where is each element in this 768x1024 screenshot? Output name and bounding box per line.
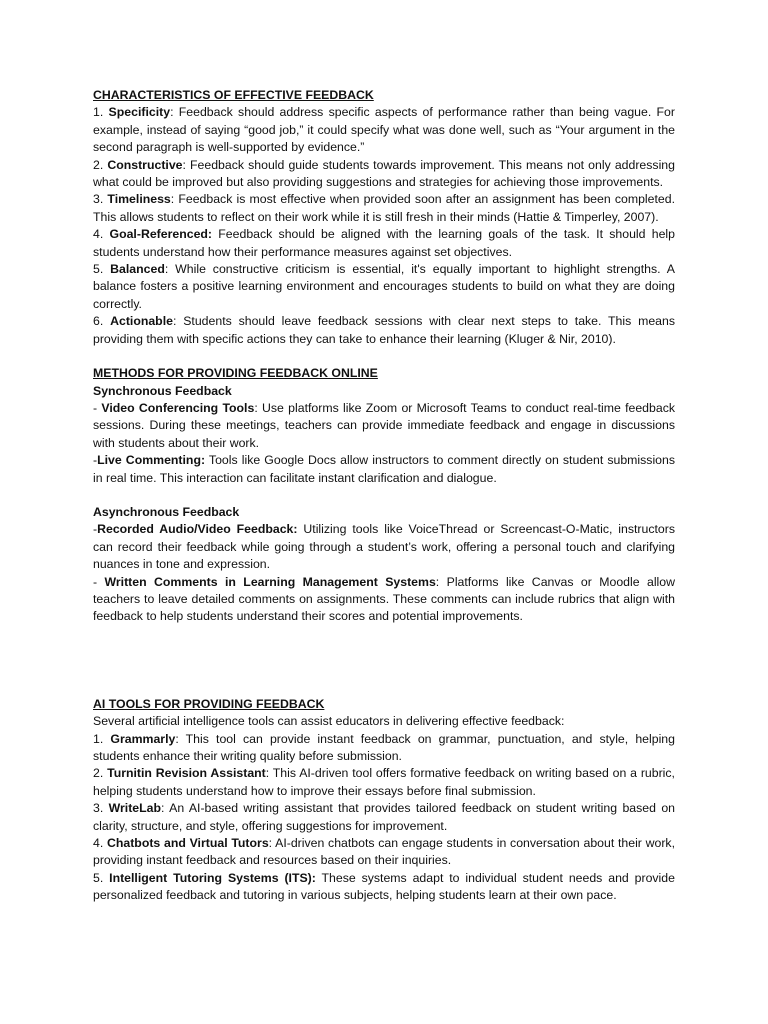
document-page	[93, 87, 675, 905]
item-term: Live Commenting:	[97, 453, 206, 468]
list-item: 5. Intelligent Tutoring Systems (ITS): These systems adapt to individual student needs and provide personalized feedback and tutoring in various subjects, helping students learn at their own pace.	[93, 870, 675, 903]
item-term: Video Conferencing Tools	[101, 400, 255, 415]
list-item: 4. Chatbots and Virtual Tutors: AI-driven chatbots can engage students in conversation about their work, providing instant feedback and resources based on their inquiries.	[93, 836, 675, 868]
item-term: Written Comments in Learning Management Systems	[104, 574, 436, 589]
list-item: 5. Balanced: While constructive criticism is essential, it's equally important to highlight strengths. A balance fosters a positive learning environment and encourages students to build on what they are doing correctly.	[93, 262, 675, 311]
synchronous-list	[93, 400, 675, 487]
spacer	[93, 626, 675, 696]
list-item: 1. Grammarly: This tool can provide instant feedback on grammar, punctuation, and style, helping students enhance their writing quality before submission.	[93, 731, 675, 763]
list-item: 6. Actionable: Students should leave feedback sessions with clear next steps to take. This means providing them with specific actions they can take to enhance their learning (Kluger & Nir, 2010).	[93, 314, 675, 346]
asynchronous-list	[93, 521, 675, 625]
section-heading-characteristics: CHARACTERISTICS OF EFFECTIVE FEEDBACK	[93, 88, 374, 102]
list-item: 2. Constructive: Feedback should guide students towards improvement. This means not only addressing what could be improved but also providing suggestions and strategies for achieving those improvements.	[93, 157, 675, 190]
section-intro: Several artificial intelligence tools can assist educators in delivering effective feedback:	[93, 714, 565, 729]
item-term: Goal-Referenced:	[109, 227, 213, 242]
section-heading-methods: METHODS FOR PROVIDING FEEDBACK ONLINE	[93, 366, 378, 381]
list-item: - Written Comments in Learning Management Systems: Platforms like Canvas or Moodle allow teachers to leave detailed comments on assignments. These comments can include rubrics that align with feedback to help students understand their scores and potential improvements.	[93, 574, 675, 624]
list-item: -Recorded Audio/Video Feedback: Utilizing tools like VoiceThread or Screencast-O-Matic, instructors can record their feedback while going through a student’s work, offering a personal touch and clarifying nuances in tone and expression.	[93, 522, 675, 572]
item-term: Turnitin Revision Assistant	[107, 766, 266, 781]
section-heading-ai-tools: AI TOOLS FOR PROVIDING FEEDBACK	[93, 696, 325, 711]
list-item: 3. Timeliness: Feedback is most effective when provided soon after an assignment has been completed. This allows students to reflect on their work while it is still fresh in their minds (Hattie & Timperley, 2007).	[93, 192, 675, 224]
list-item: 4. Goal-Referenced: Feedback should be aligned with the learning goals of the task. It should help students understand how their performance measures against set objectives.	[93, 227, 675, 259]
spacer	[93, 348, 675, 365]
item-term: Timeliness	[107, 192, 171, 207]
ai-tools-list	[93, 731, 675, 905]
list-item: -Live Commenting: Tools like Google Docs allow instructors to comment directly on student submissions in real time. This interaction can facilitate instant clarification and dialogue.	[93, 453, 675, 485]
item-term: Recorded Audio/Video Feedback:	[97, 522, 298, 537]
item-term: Constructive	[107, 157, 183, 172]
item-term: Actionable	[110, 314, 173, 329]
item-term: Intelligent Tutoring Systems (ITS):	[109, 870, 316, 885]
item-term: Specificity	[108, 105, 171, 120]
list-item: 2. Turnitin Revision Assistant: This AI-driven tool offers formative feedback on writing based on a rubric, helping students understand how to improve their essays before final submission.	[93, 766, 675, 798]
spacer	[93, 487, 675, 504]
item-term: WriteLab	[108, 801, 162, 816]
list-item: - Video Conferencing Tools: Use platforms like Zoom or Microsoft Teams to conduct real-time feedback sessions. During these meetings, teachers can provide immediate feedback and engage in discussions with students about their work.	[93, 400, 675, 450]
list-item: 3. WriteLab: An AI-based writing assistant that provides tailored feedback on student writing based on clarity, structure, and style, offering suggestions for improvement.	[93, 801, 675, 833]
subheading-asynchronous: Asynchronous Feedback	[93, 504, 240, 519]
list-item: 1. Specificity: Feedback should address specific aspects of performance rather than being vague. For example, instead of saying “good job,” it could specify what was done well, such as “Your argument in the second paragraph is well-supported by evidence.”	[93, 105, 675, 155]
item-term: Chatbots and Virtual Tutors	[106, 836, 269, 851]
subheading-synchronous: Synchronous Feedback	[93, 383, 232, 398]
characteristics-list	[93, 104, 675, 348]
item-term: Grammarly	[110, 731, 176, 746]
item-term: Balanced	[110, 262, 165, 277]
